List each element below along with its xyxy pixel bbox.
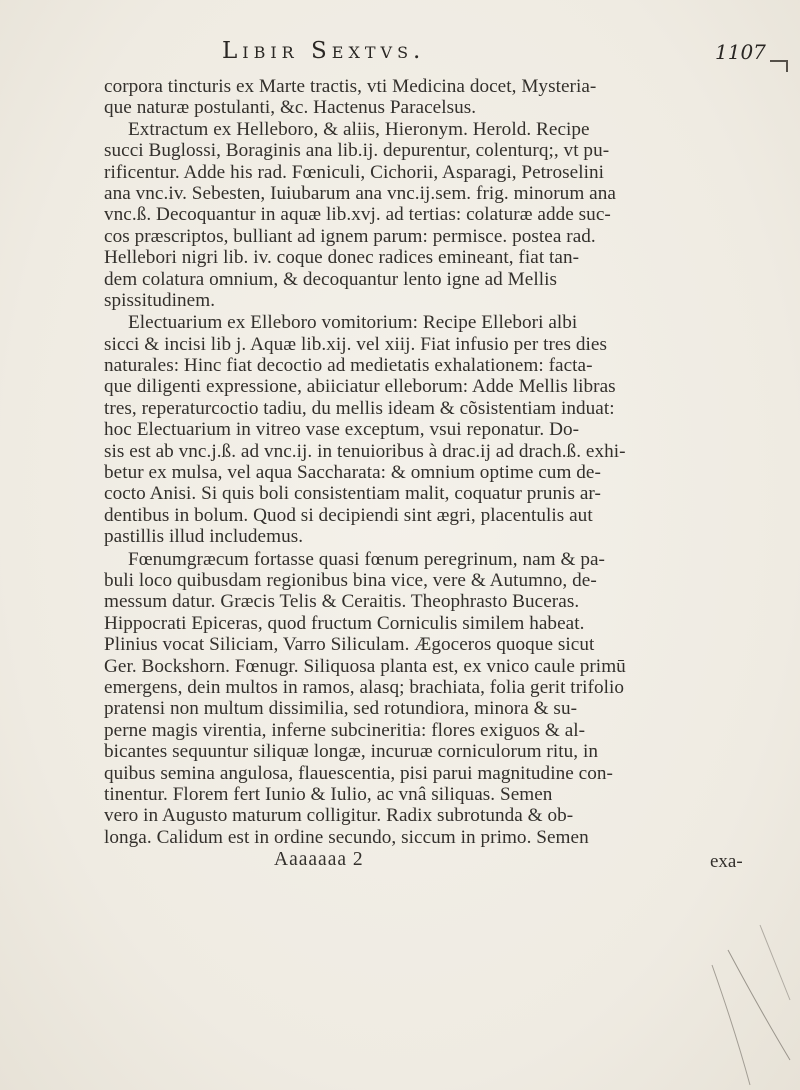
text-line: buli loco quibusdam regionibus bina vice, vere & Autumno, de- — [104, 569, 597, 591]
body-text — [104, 76, 743, 873]
text-line: tres, reperaturcoctio tadiu, du mellis ideam & cõsistentiam induat: — [104, 397, 615, 419]
signature-mark: Aaaaaaa 2 — [274, 849, 364, 871]
text-line: naturales: Hinc fiat decoctio ad medietatis exhalationem: facta- — [104, 355, 593, 377]
text-line: spissitudinem. — [104, 289, 216, 311]
text-line: succi Buglossi, Boraginis ana lib.ij. depurentur, colenturq;, vt pu- — [104, 140, 610, 162]
catchword: exa- — [710, 851, 743, 873]
text-line: que naturæ postulanti, &c. Hactenus Paracelsus. — [104, 97, 477, 119]
text-line: longa. Calidum est in ordine secundo, siccum in primo. Semen — [104, 826, 589, 848]
text-line: cocto Anisi. Si quis boli consistentiam malit, coquatur prunis ar- — [104, 483, 601, 505]
text-line: emergens, dein multos in ramos, alasq; brachiata, folia gerit trifolio — [104, 676, 624, 698]
text-line: Plinius vocat Siliciam, Varro Siliculam. Ægoceros quoque sicut — [104, 634, 595, 656]
text-line: que diligenti expressione, abiiciatur elleborum: Adde Mellis libras — [104, 376, 616, 398]
text-line: ana vnc.iv. Sebesten, Iuiubarum ana vnc.ij.sem. frig. minorum ana — [104, 182, 616, 204]
running-head — [0, 38, 800, 78]
running-title: Libir Sextvs. — [222, 38, 426, 64]
text-line: Ger. Bockshorn. Fœnugr. Siliquosa planta est, ex vnico caule primū — [104, 655, 626, 677]
text-line: Electuarium ex Elleboro vomitorium: Recipe Ellebori albi — [128, 312, 578, 334]
text-line: pastillis illud includemus. — [104, 526, 304, 548]
text-line: Hellebori nigri lib. iv. coque donec radices emineant, fiat tan- — [104, 247, 580, 269]
text-line: rificentur. Adde his rad. Fœniculi, Cichorii, Asparagi, Petroselini — [104, 161, 605, 183]
text-line: dem colatura omnium, & decoquantur lento igne ad Mellis — [104, 268, 558, 290]
text-line: Extractum ex Helleboro, & aliis, Hieronym. Herold. Recipe — [128, 118, 590, 140]
text-line: corpora tincturis ex Marte tractis, vti Medicina docet, Mysteria- — [104, 76, 597, 97]
text-line: vero in Augusto maturum colligitur. Radix subrotunda & ob- — [104, 805, 574, 827]
text-line: cos præscriptos, bulliant ad ignem parum: permisce. postea rad. — [104, 225, 596, 247]
page-number: 1107 — [715, 40, 766, 64]
text-line: dentibus in bolum. Quod si decipiendi sint ægri, placentulis aut — [104, 504, 593, 526]
text-line: bicantes sequuntur siliquæ longæ, incuruæ corniculorum ritu, in — [104, 741, 598, 763]
text-line: perne magis virentia, inferne subcineritia: flores exiguos & al- — [104, 719, 586, 741]
text-line: tinentur. Florem fert Iunio & Iulio, ac vnâ siliquas. Semen — [104, 783, 553, 805]
page-footer — [104, 849, 743, 873]
text-line: vnc.ß. Decoquantur in aquæ lib.xvj. ad tertias: colaturæ adde suc- — [104, 204, 611, 226]
text-line: messum datur. Græcis Telis & Ceraitis. Theophrasto Buceras. — [104, 591, 580, 613]
text-line: betur ex mulsa, vel aqua Saccharata: & omnium optime cum de- — [104, 462, 601, 484]
text-line: sis est ab vnc.j.ß. ad vnc.ij. in tenuioribus à drac.ij ad drach.ß. exhi- — [104, 440, 626, 462]
text-line: Fœnumgræcum fortasse quasi fœnum peregrinum, nam & pa- — [128, 548, 605, 570]
text-line: quibus semina angulosa, flauescentia, pisi parui magnitudine con- — [104, 762, 613, 784]
text-line: hoc Electuarium in vitreo vase exceptum, vsui reponatur. Do- — [104, 419, 580, 441]
text-line: pratensi non multum dissimilia, sed rotundiora, minora & su- — [104, 698, 578, 720]
text-line: sicci & incisi lib j. Aquæ lib.xij. vel xiij. Fiat infusio per tres dies — [104, 333, 607, 355]
text-line: Hippocrati Epiceras, quod fructum Corniculis similem habeat. — [104, 612, 585, 634]
